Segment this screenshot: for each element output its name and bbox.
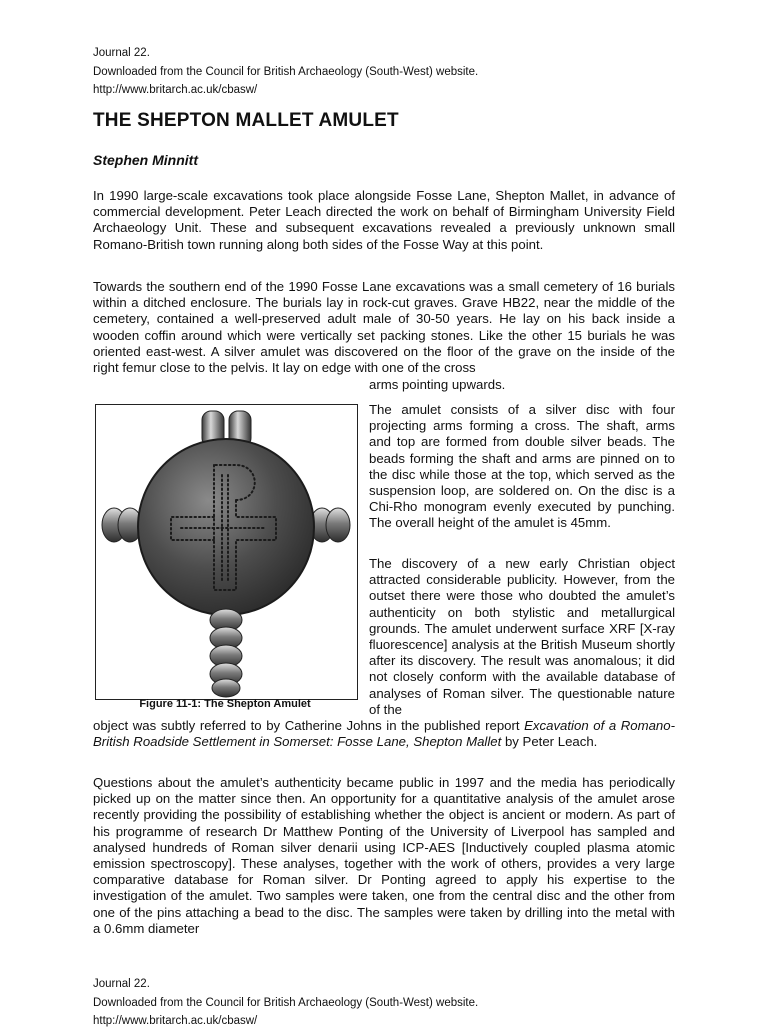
discovery-text-b: by Peter Leach.: [501, 734, 598, 750]
amulet-figure: [95, 404, 358, 700]
figure-caption: Figure 11-1: The Shepton Amulet: [139, 698, 311, 710]
paragraph-intro: In 1990 large-scale excavations took place alongside Fosse Lane, Shepton Mallet, in advance of commercial development. Peter Leach directed the work on behalf of Birmingham University Field Archaeology Unit. These and subsequent excavations revealed a previously unknown small Romano-British town running along both sides of the Fosse Way at this point.: [93, 188, 675, 252]
footer-journal: Journal 22.: [93, 978, 150, 990]
article-title: THE SHEPTON MALLET AMULET: [93, 110, 399, 131]
report-title: Excavation of a Romano-British Roadside Settlement in Somerset: Fosse Lane, Shepton Mallet: [93, 718, 675, 750]
paragraph-description: The amulet consists of a silver disc with four projecting arms forming a cross. The shaft, arms and top are formed from double silver beads. The beads forming the shaft and arms are pinned on to the disc while those at the top, which served as the suspension loop, are soldered on. On the disc is a Chi-Rho monogram evenly executed by punching. The overall height of the amulet is 45mm.: [369, 402, 675, 531]
header-url-link[interactable]: http://www.britarch.ac.uk/cbasw/: [93, 84, 258, 96]
discovery-text-a: object was subtly referred to by Catherine Johns in the published report: [93, 718, 525, 733]
article-author: Stephen Minnitt: [93, 152, 198, 168]
paragraph-authenticity: Questions about the amulet’s authenticity became public in 1997 and the media has periodically picked up on the matter since then. An opportunity for a quantitative analysis of the amulet arose recently providing the possibility of establishing whether the object is ancient or modern. As part of his programme of research Dr Matthew Ponting of the University of Liverpool has sampled and analysed hundreds of Roman silver denarii using ICP-AES [Inductively coupled plasma atomic emission spectroscopy]. These analyses, together with the work of others, provides a very large comparative database for Roman silver. Dr Ponting agreed to apply his expertise to the investigation of the amulet. Two samples were taken, one from the central disc and the other from one of the pins attaching a bead to the disc. The samples were taken by drilling into the metal with a 0.6mm diameter: [93, 775, 675, 936]
paragraph-discovery-continued: [93, 718, 675, 750]
page-footer: [93, 975, 478, 1031]
header-source: Downloaded from the Council for British Archaeology (South-West) website.: [93, 65, 479, 78]
paragraph-cemetery-end: arms pointing upwards.: [369, 377, 506, 392]
amulet-image: [96, 405, 357, 699]
header-journal: Journal 22.: [93, 47, 150, 59]
page-header: [93, 44, 478, 100]
paragraph-cemetery: Towards the southern end of the 1990 Fosse Lane excavations was a small cemetery of 16 burials within a ditched enclosure. The burials lay in rock-cut graves. Grave HB22, near the middle of the cemetery, contained a well-preserved adult male of 30-50 years. He lay on his back inside a wooden coffin around which were vertically set packing stones. Like the other 15 burials he was oriented east-west. A silver amulet was discovered on the floor of the grave on the inside of the right femur close to the pelvis. It lay on edge with one of the cross: [93, 279, 675, 376]
footer-url-link[interactable]: http://www.britarch.ac.uk/cbasw/: [93, 1015, 258, 1027]
paragraph-discovery: The discovery of a new early Christian object attracted considerable publicity. However, from the outset there were those who doubted the amulet’s authenticity on both stylistic and metallurgical grounds. The amulet underwent surface XRF [X-ray fluorescence] analysis at the British Museum shortly after its discovery. The result was anomalous; it did not closely conform with the available database of analyses of Roman silver. The questionable nature of the: [369, 556, 675, 717]
footer-source: Downloaded from the Council for British Archaeology (South-West) website.: [93, 996, 479, 1009]
